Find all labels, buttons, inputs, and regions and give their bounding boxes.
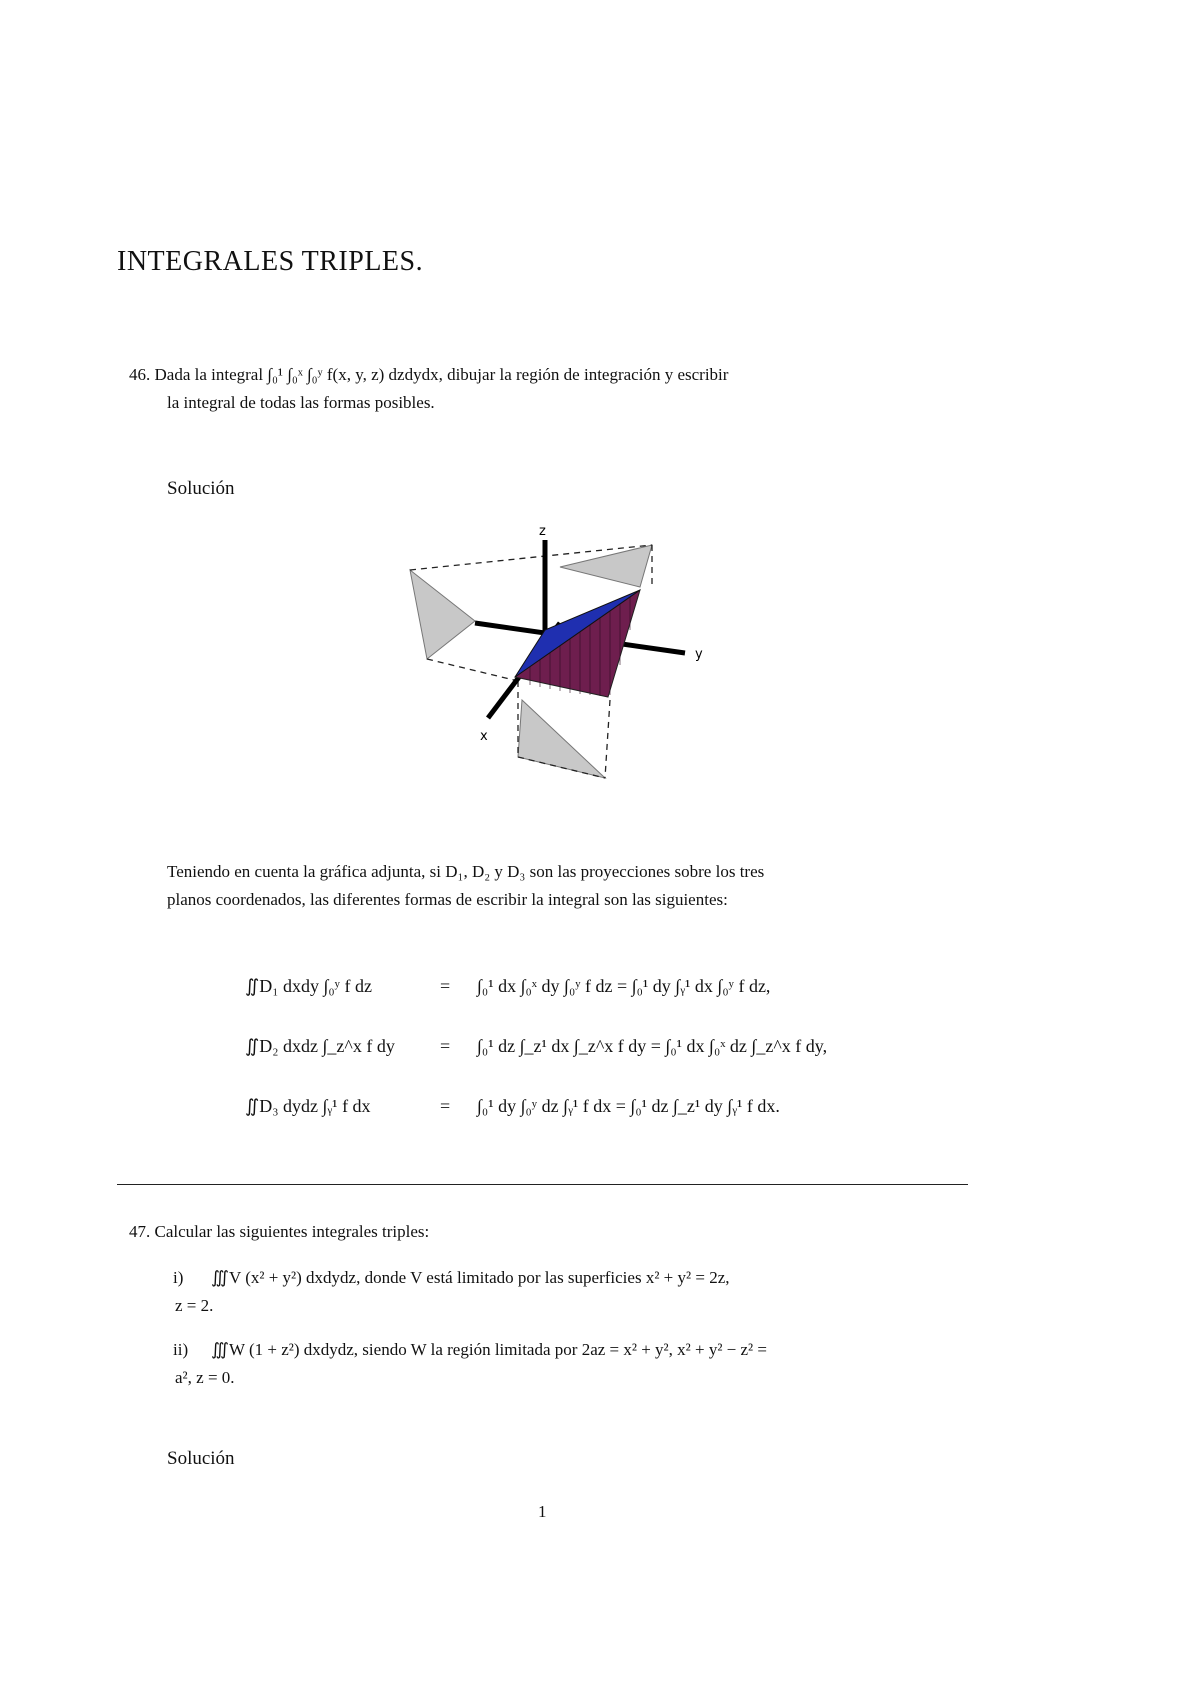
axis-label-y: y — [695, 647, 703, 662]
explanation-line2: planos coordenados, las diferentes formas de escribir la integral son las siguientes: — [167, 890, 728, 909]
item-line2: a², z = 0. — [175, 1368, 235, 1387]
axis-label-x: x — [480, 729, 488, 744]
equation-row — [245, 960, 975, 1020]
equation-sign: = — [440, 1096, 451, 1116]
solution-label: Solución — [167, 478, 235, 499]
problem-47 — [129, 1218, 969, 1392]
item-label: i) — [173, 1268, 184, 1287]
equation-sign: = — [440, 1036, 451, 1056]
equation-lhs: ∬D₁ dxdy ∫₀ʸ f dz — [245, 976, 373, 996]
equation-rhs: ∫₀¹ dz ∫_z¹ dx ∫_z^x f dy = ∫₀¹ dx ∫₀ˣ dz ∫_z^x f dy, — [477, 1036, 828, 1056]
projection-top — [560, 545, 652, 587]
problem-item — [129, 1336, 969, 1392]
equation-row — [245, 1080, 975, 1140]
equation-row — [245, 1020, 975, 1080]
problem-46-line2: la integral de todas las formas posibles. — [167, 393, 435, 412]
equation-rhs: ∫₀¹ dx ∫₀ˣ dy ∫₀ʸ f dz = ∫₀¹ dy ∫ᵧ¹ dx ∫₀ʸ f dz, — [477, 976, 771, 996]
equation-rhs: ∫₀¹ dy ∫₀ʸ dz ∫ᵧ¹ f dx = ∫₀¹ dz ∫_z¹ dy ∫ᵧ¹ f dx. — [477, 1096, 780, 1116]
page-number: 1 — [538, 1502, 547, 1521]
problem-item — [129, 1264, 969, 1320]
equation-block — [245, 960, 975, 1140]
item-line2: z = 2. — [175, 1296, 214, 1315]
problem-47-text: Calcular las siguientes integrales triples: — [154, 1222, 430, 1241]
problem-46-line1 — [129, 361, 969, 389]
equation-sign: = — [440, 976, 451, 996]
item-label: ii) — [173, 1340, 189, 1359]
equation-lhs: ∬D₂ dxdz ∫_z^x f dy — [245, 1036, 395, 1056]
projection-left — [410, 570, 475, 659]
problem-46 — [129, 361, 969, 417]
page-title: INTEGRALES TRIPLES. — [117, 246, 424, 277]
solution-label-2: Solución — [167, 1448, 235, 1469]
equation-lhs: ∬D₃ dydz ∫ᵧ¹ f dx — [245, 1096, 371, 1116]
section-divider — [117, 1184, 968, 1185]
problem-47-intro — [129, 1218, 969, 1246]
problem-number: 46. — [129, 365, 151, 384]
projection-bottom — [518, 700, 605, 778]
item-line1: ∭W (1 + z²) dxdydz, siendo W la región limitada por 2az = x² + y², x² + y² − z² = — [211, 1340, 767, 1359]
integration-region-figure — [390, 505, 720, 790]
problem-46-text: Dada la integral ∫₀¹ ∫₀ˣ ∫₀ʸ f(x, y, z) dzdydx, dibujar la región de integración y escribir — [154, 365, 729, 384]
axis-label-z: z — [539, 524, 546, 539]
explanation — [167, 858, 972, 914]
solid-face — [515, 590, 640, 697]
item-line1: ∭V (x² + y²) dxdydz, donde V está limitado por las superficies x² + y² = 2z, — [211, 1268, 730, 1287]
explanation-line1: Teniendo en cuenta la gráfica adjunta, si D₁, D₂ y D₃ son las proyecciones sobre los tres — [167, 862, 765, 881]
problem-number: 47. — [129, 1222, 151, 1241]
